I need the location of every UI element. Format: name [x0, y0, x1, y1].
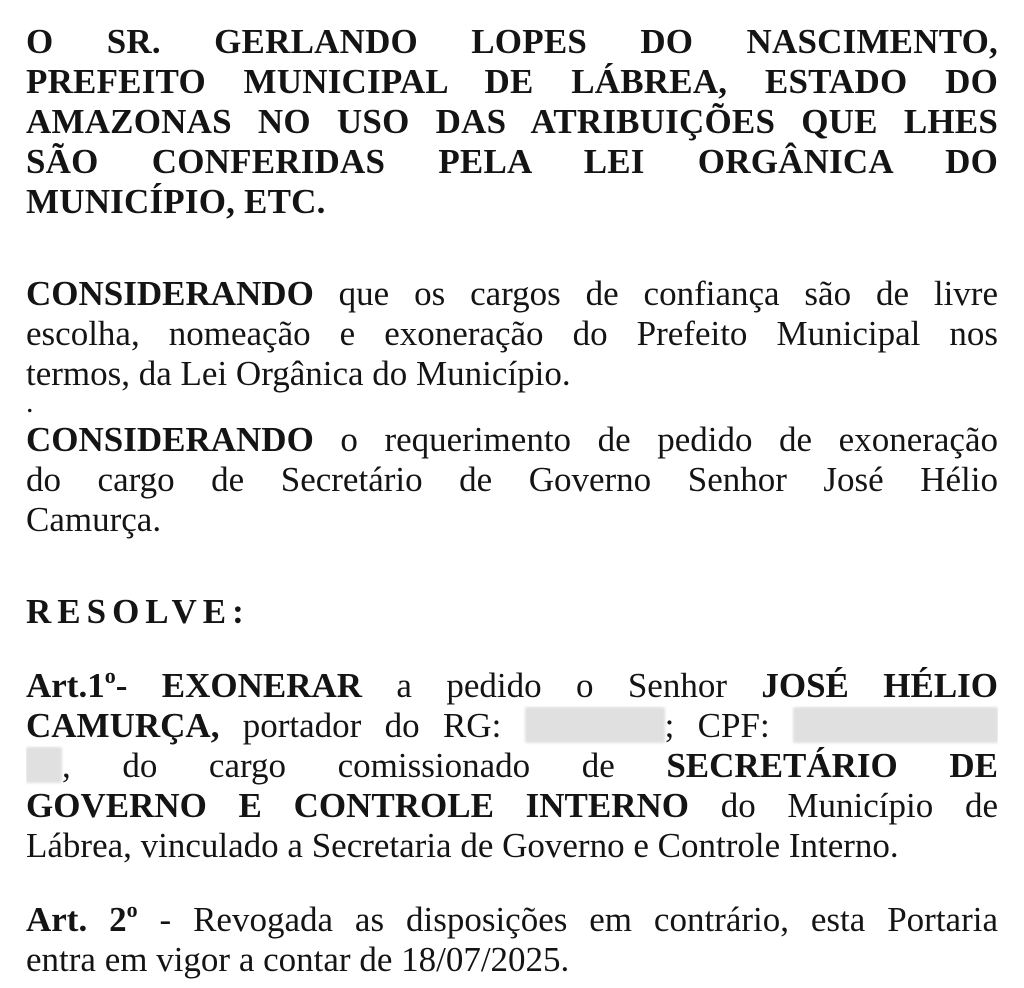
resolve-heading: RESOLVE: — [26, 592, 250, 631]
article-1-rg-label: portador do RG: — [219, 706, 525, 745]
considerando-1-line-3: termos, da Lei Orgânica do Município. — [26, 354, 571, 393]
portaria-heading — [26, 22, 998, 222]
heading-line-1: O SR. GERLANDO LOPES DO NASCIMENTO, — [26, 22, 998, 61]
considerando-1-text: que os cargos de confiança são de livre — [313, 274, 998, 313]
article-2-ordinal: o — [126, 900, 138, 922]
considerando-1-line-2: escolha, nomeação e exoneração do Prefeito Municipal nos — [26, 314, 998, 353]
considerando-2-line-2: do cargo de Secretário de Governo Senhor José Hélio — [26, 460, 998, 499]
cpf-redaction-continued — [26, 747, 62, 783]
article-1-number: Art.1 — [26, 666, 105, 705]
heading-line-5: MUNICÍPIO, ETC. — [26, 182, 326, 221]
article-2 — [26, 900, 998, 980]
article-1-line-4 — [26, 786, 998, 826]
article-1-text-1: a pedido o Senhor — [362, 666, 762, 705]
article-2-label — [26, 900, 138, 939]
article-1-line-2 — [26, 706, 998, 746]
article-1 — [26, 666, 998, 866]
article-1-line-3 — [26, 746, 998, 786]
article-2-line-2: entra em vigor a contar de 18/07/2025. — [26, 940, 570, 979]
rg-redaction — [525, 707, 665, 743]
article-1-dash: - — [115, 666, 162, 705]
article-2-text-1: - Revogada as disposições em contrário, esta Portaria — [137, 900, 998, 939]
article-1-text-4: , do cargo comissionado de — [62, 746, 667, 785]
article-2-number: Art. 2 — [26, 900, 127, 939]
article-1-name-part-1: JOSÉ HÉLIO — [761, 666, 998, 705]
heading-line-4: SÃO CONFERIDAS PELA LEI ORGÂNICA DO — [26, 142, 998, 181]
considerando-paragraph-1 — [26, 274, 998, 394]
considerando-1-lead: CONSIDERANDO — [26, 274, 314, 313]
considerando-2-line-1 — [26, 420, 998, 460]
article-1-cargo-part-2: GOVERNO E CONTROLE INTERNO — [26, 786, 689, 825]
considerando-2-line-3: Camurça. — [26, 500, 162, 539]
heading-line-2: PREFEITO MUNICIPAL DE LÁBREA, ESTADO DO — [26, 62, 998, 101]
considerando-1-line-1 — [26, 274, 998, 314]
stray-dot: . — [26, 394, 34, 419]
heading-line-3: AMAZONAS NO USO DAS ATRIBUIÇÕES QUE LHES — [26, 102, 998, 141]
article-1-cargo-part-1: SECRETÁRIO DE — [666, 746, 998, 785]
article-1-verb: EXONERAR — [161, 666, 363, 705]
article-1-text-5: do Município de — [689, 786, 998, 825]
article-2-line-1 — [26, 900, 998, 940]
article-1-line-1 — [26, 666, 998, 706]
considerando-paragraph-2 — [26, 420, 998, 540]
article-1-name-part-2: CAMURÇA, — [26, 706, 220, 745]
considerando-2-lead: CONSIDERANDO — [26, 420, 314, 459]
considerando-2-text: o requerimento de pedido de exoneração — [313, 420, 998, 459]
article-1-ordinal: o — [104, 666, 116, 688]
article-1-cpf-label: ; CPF: — [664, 706, 793, 745]
cpf-redaction — [793, 707, 998, 743]
article-1-label — [26, 666, 362, 705]
article-1-line-5: Lábrea, vinculado a Secretaria de Governo e Controle Interno. — [26, 826, 899, 865]
